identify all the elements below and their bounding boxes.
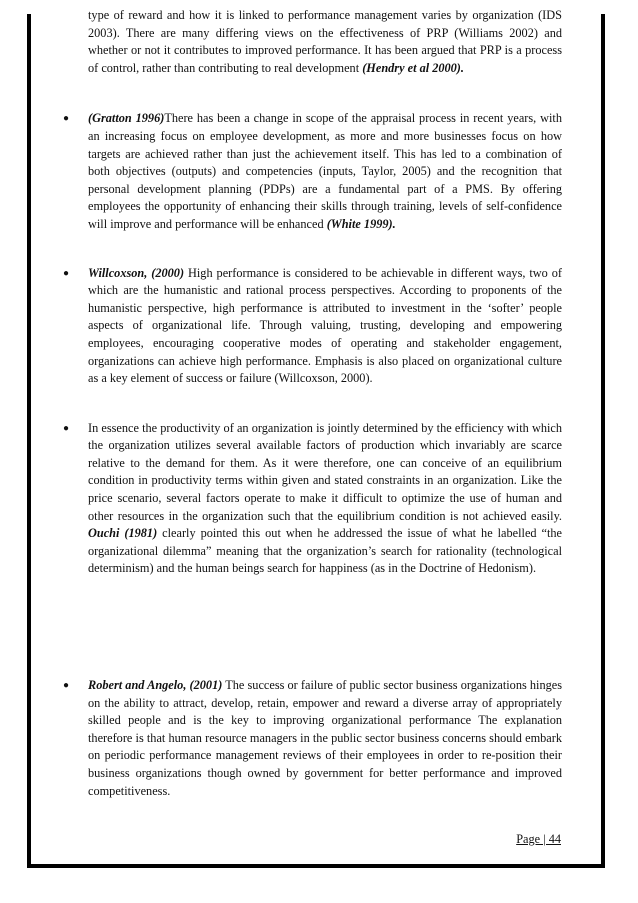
paragraph-4 bbox=[63, 420, 562, 578]
paragraph-text-tail: clearly pointed this out when he addressed the issue of what he labelled “the organizational dilemma” meaning that the organization’s search for rationality (technological determinism) and the human beings search for happiness (as in the Doctrine of Hedonism). bbox=[88, 526, 562, 576]
document-body bbox=[63, 8, 563, 800]
lead-citation: Robert and Angelo, (2001) bbox=[88, 678, 223, 693]
paragraph-text: type of reward and how it is linked to performance management varies by organization (IDS 2003). There are many differing views on the effectiveness of PRP (Williams 2002) and whether or not it contributes to improved performance. It has been argued that PRP is a process of control, rather than contributing to real development bbox=[88, 8, 562, 75]
lead-citation: Willcoxson, (2000) bbox=[88, 265, 185, 280]
paragraph-text: In essence the productivity of an organization is jointly determined by the efficiency with which the organization utilizes several available factors of production which invariably are scarce relative to the demand for them. As it were therefore, one can conceive of an equilibrium condition in productivity terms within given and stated constraints in an organization. Like the price scenario, several factors operate to make it difficult to optimize the use of human and other resources in the organization such that the equilibrium condition is not achieved easily. bbox=[88, 420, 562, 523]
citation-tail: . bbox=[392, 216, 396, 231]
paragraph-2 bbox=[63, 110, 562, 233]
bullet-icon: ● bbox=[63, 422, 70, 434]
paragraph-5 bbox=[63, 677, 562, 800]
paragraph-text: High performance is considered to be achievable in different ways, two of which are the humanistic and rational process perspectives. According to proponents of the humanistic perspective, high performance is attributed to investment in the ‘softer’ people aspects of organizational life. Through valuing, trusting, developing and empowering employees, encouraging cooperative modes of operating and stakeholder engagement, organizations can achieve high performance. Emphasis is also placed on organizational culture as a key element of success or failure (Willcoxson, 2000). bbox=[88, 265, 563, 386]
citation: Ouchi (1981) bbox=[88, 526, 158, 541]
citation: (White 1999) bbox=[326, 216, 393, 231]
lead-citation: (Gratton 1996) bbox=[88, 111, 165, 126]
bullet-icon: ● bbox=[63, 680, 70, 692]
citation: (Hendry et al 2000) bbox=[362, 60, 461, 75]
citation-tail: . bbox=[460, 60, 464, 75]
paragraph-text: There has been a change in scope of the appraisal process in recent years, with an increasing focus on employee development, as more and more businesses focus on how targets are achieved rather than just the achievement itself. This has led to a combination of both objectives (outputs) and competencies (inputs, Taylor, 2005) and the recognition that personal development planning (PDPs) are a fundamental part of a PMS. By offering employees the opportunity of enhancing their skills through training, levels of self-confidence will improve and performance will be enhanced bbox=[88, 111, 562, 231]
paragraph-3 bbox=[63, 265, 563, 388]
bullet-icon: ● bbox=[63, 113, 70, 125]
paragraph-text: The success or failure of public sector business organizations hinges on the ability to attract, develop, retain, empower and reward a diverse array of appropriately skilled people and is the key to improving organizational performance The explanation therefore is that human resource managers in the public sector business concerns should embark on periodic performance management reviews of their employees in order to re-position their business organizations though owned by government for better performance and improved competitiveness. bbox=[88, 678, 562, 798]
bullet-icon: ● bbox=[63, 267, 70, 279]
paragraph-1 bbox=[88, 7, 562, 77]
page-number: Page | 44 bbox=[516, 832, 561, 846]
